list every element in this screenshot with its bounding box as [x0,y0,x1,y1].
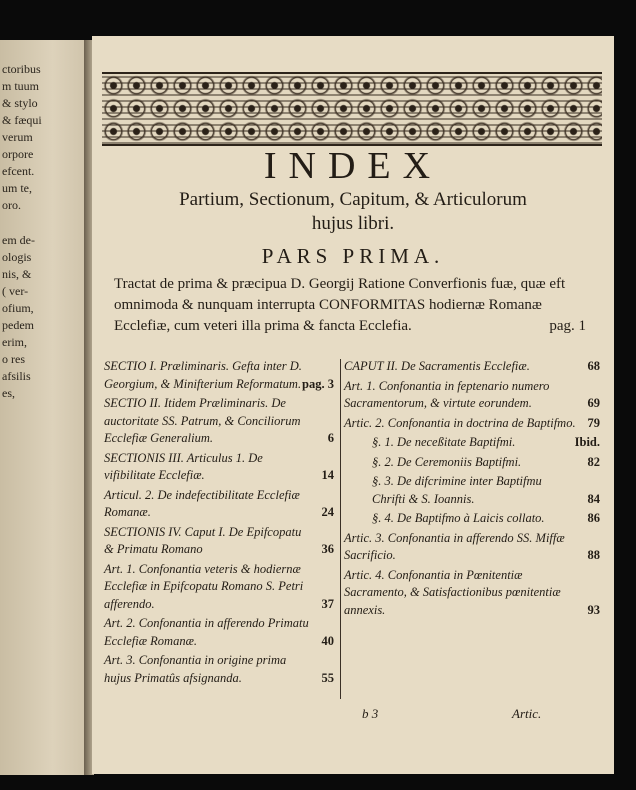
index-entry-page: 84 [587,491,600,506]
left-page-fragment: nis, & [2,267,32,281]
left-page-fragment: em de- [2,233,35,247]
left-page-fragment: erim, [2,335,27,349]
index-entry-page: 14 [321,468,334,482]
index-entry-text: SECTIONIS IV. Caput I. De Epifcopatu & Primatu Romano [104,524,302,556]
index-entry-text: CAPUT II. De Sacramentis Ecclefiæ. [344,359,530,373]
index-entry [344,434,602,452]
left-page-fragment: afsilis [2,369,31,383]
index-entry-text: Artic. 4. Confonantia in Pœnitentiæ Sacramento, & Satisfactionibus pœnitentiæ annexis. [344,567,561,617]
intro-text: Tractat de prima & præcipua D. Georgij Ratione Converfionis fuæ, quæ eft omnimoda & nunquam interrupta CONFORMITAS hodiernæ Romanæ Ecclefiæ, cum veteri illa prima & fancta Ecclefia. [114,276,566,334]
index-entry [104,652,336,687]
index-entry-text: Art. 1. Confonantia in feptenario numero Sacramentorum, & virtute eorundem. [344,378,550,410]
index-entry-page: 79 [587,415,600,430]
index-entry [344,530,602,565]
index-entry-page: 88 [587,548,600,562]
index-entry [344,567,602,620]
index-entry [344,358,602,376]
index-entry-text: §. 4. De Baptifmo à Laicis collato. [372,511,545,525]
index-entry [104,450,336,485]
part-heading: PARS PRIMA. [261,244,445,268]
index-entry [344,510,602,528]
page-subtitle [92,188,614,236]
left-page [0,40,88,775]
index-entry-text: Artic. 2. Confonantia in doctrina de Baptifmo. [344,415,576,430]
index-entry-text: §. 2. De Ceremoniis Baptifmi. [372,454,522,469]
index-entry-text: Artic. 3. Confonantia in afferendo SS. Miffæ Sacrificio. [344,530,565,562]
index-entry-text: Art. 3. Confonantia in origine prima hujus Primatûs afsignanda. [104,653,287,685]
left-page-fragment: es, [2,386,15,400]
index-entry-text: SECTIO I. Præliminaris. Gefta inter D. Georgium, & Minifterium Reformatum. [104,359,302,391]
index-entry-page: 93 [587,602,600,617]
index-entry [344,473,602,508]
left-page-fragment: pedem [2,318,34,332]
left-page-fragment: ofium, [2,301,34,315]
index-entry-text: §. 3. De difcrimine inter Baptifmu Chrifti & S. Ioannis. [372,474,542,506]
left-page-fragment: ctoribus [2,62,41,76]
index-entry [344,378,602,413]
left-page-fragment: ( ver- [2,284,29,298]
left-page-fragment: & stylo [2,96,38,110]
index-entry [104,358,336,393]
right-index-column [344,358,602,621]
intro-page-ref: pag. 1 [549,318,586,334]
subtitle-line-2: hujus libri. [311,213,395,234]
index-entry [104,395,336,448]
catchword: Artic. [512,706,542,721]
index-entry-page: 82 [587,454,600,469]
page-title: INDEX [263,145,443,187]
ornamental-header-band [102,72,602,146]
index-entry-page: 55 [321,670,334,685]
index-entry-text: Art. 2. Confonantia in afferendo Primatu Ecclefiæ Romanæ. [104,616,309,648]
index-entry-text: Art. 1. Confonantia veteris & hodiernæ Ecclefiæ in Epifcopatu Romano S. Petri afferendo. [104,561,304,611]
index-entry-page: 6 [327,431,334,445]
index-entry-text: SECTIO II. Itidem Præliminaris. De auctoritate SS. Patrum, & Conciliorum Ecclefiæ Generalium. [104,396,301,445]
subtitle-line-1: Partium, Sectionum, Capitum, & Articulorum [179,189,527,210]
index-entry-page: 40 [321,633,334,648]
index-entry-text: Articul. 2. De indefectibilitate Ecclefiæ Romanæ. [104,487,300,519]
left-page-fragment: m tuum [2,79,40,93]
index-entry [104,524,336,559]
index-entry-text: SECTIONIS III. Articulus 1. De vifibilitate Ecclefiæ. [104,450,263,482]
index-entry-page: 36 [321,542,334,556]
column-divider [340,359,341,699]
index-entry-page: 37 [321,596,334,611]
index-entry-page: 24 [321,505,334,519]
left-page-fragment: oro. [2,198,21,212]
index-entry-page: 86 [587,511,600,525]
index-entry-page: pag. 3 [302,376,334,391]
index-entry [344,415,602,433]
index-entry-page: 69 [587,396,600,410]
left-page-fragment: efcent. [2,164,35,178]
left-page-fragment: um te, [2,181,32,195]
index-entry [104,615,336,650]
index-entry-text: §. 1. De neceßitate Baptifmi. [372,435,516,449]
index-page [92,36,614,774]
index-entry-page: 68 [587,359,600,373]
left-page-fragment: o res [2,352,25,366]
left-index-column [104,358,336,689]
left-page-fragment: orpore [2,147,34,161]
index-entry [344,454,602,472]
intro-paragraph [114,274,586,337]
left-page-fragment: ologis [2,250,32,264]
signature-mark: b 3 [362,706,379,721]
index-entry-page: Ibid. [574,435,600,449]
index-entry [104,487,336,522]
left-page-fragment: verum [2,130,33,144]
left-page-fragment: & fæqui [2,113,42,127]
index-entry [104,561,336,614]
